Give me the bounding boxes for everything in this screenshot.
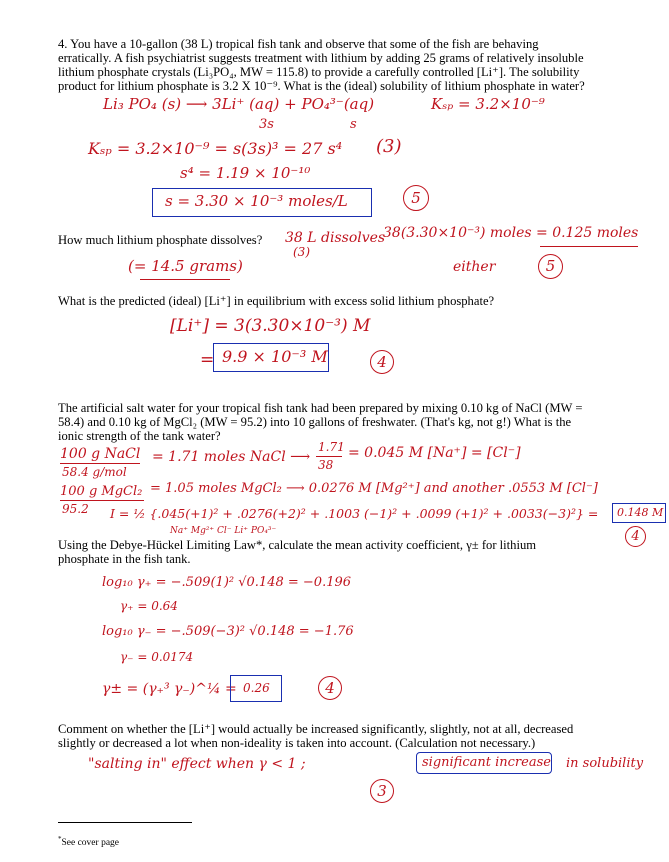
log-gamma-plus: log₁₀ γ₊ = −.509(1)² √0.148 = −0.196 [102,575,352,590]
dissolves-volume: 38 L dissolves [285,230,386,246]
question-4-line-1: 4. You have a 10-gallon (38 L) tropical fish tank and observe that some of the fish are behaving [58,37,539,51]
mgcl2-molar-mass: 95.2 [62,502,89,516]
mean-activity-answer: 0.26 [243,681,270,695]
stoichiometry-s: s [350,117,357,132]
gamma-minus-value: γ₋ = 0.0174 [120,650,194,664]
footnote [58,834,119,848]
mean-activity-expression: γ± = (γ₊³ γ₋)^¼ = [102,681,237,697]
gamma-plus-value: γ₊ = 0.64 [120,599,178,613]
nacl-moles: = 1.71 moles NaCl ⟶ [152,449,311,465]
question-debye-huckel-line-1: Using the Debye-Hückel Limiting Law*, calculate the mean activity coefficient, γ± for lithium [58,538,537,552]
ksp-given: Kₛₚ = 3.2×10⁻⁹ [431,95,545,113]
question-4-line-2: erratically. A fish psychiatrist suggests treatment with lithium by adding 25 grams of relatively insoluble [58,51,584,65]
ionic-strength-answer: 0.148 M [617,506,664,519]
nacl-divide-bar [316,456,342,457]
question-debye-huckel-line-2: phosphate in the fish tank. [58,552,191,566]
nacl-fraction-bar [60,463,140,464]
li-equals: = [200,350,215,370]
ksp-expression: Kₛₚ = 3.2×10⁻⁹ = s(3s)³ = 27 s⁴ [88,139,343,158]
points-3-small: (3) [293,245,310,259]
question-4-line-3: lithium phosphate crystals (Li₃PO₄, MW = 115.8) to provide a carefully controlled [Li⁺]. The solubility [58,65,580,79]
grams-answer: (= 14.5 grams) [128,257,243,275]
either-note: either [453,259,496,275]
mgcl2-fraction-bar [60,500,144,501]
question-comment-line-1: Comment on whether the [Li⁺] would actually be increased significantly, slightly, not at all, decreased [58,722,574,736]
question-salt-line-1: The artificial salt water for your tropical fish tank had been prepared by mixing 0.10 kg of NaCl (MW = [58,401,583,415]
dissolves-moles: 38(3.30×10⁻³) moles = 0.125 moles [383,225,639,241]
moles-underline [540,246,638,247]
points-4-circle-f: 4 [625,526,646,547]
question-salt-line-3: ionic strength of the tank water? [58,429,221,443]
question-predicted-li: What is the predicted (ideal) [Li⁺] in equilibrium with excess solid lithium phosphate? [58,294,495,308]
points-3-a: (3) [376,136,402,157]
solubility-answer: s = 3.30 × 10⁻³ moles/L [165,192,348,210]
ionic-strength-expression: I = ½ {.045(+1)² + .0276(+2)² + .1003 (−1)² + .0099 (+1)² + .0033(−3)²} = [110,506,599,521]
s4-value: s⁴ = 1.19 × 10⁻¹⁰ [180,164,311,182]
footnote-mark: * [58,835,62,843]
log-gamma-minus: log₁₀ γ₋ = −.509(−3)² √0.148 = −1.76 [102,624,354,639]
footnote-rule [58,822,192,823]
question-how-much-dissolves: How much lithium phosphate dissolves? [58,233,263,247]
grams-underline [140,279,230,280]
question-comment-line-2: slightly or decreased a lot when non-ideality is taken into account. (Calculation not necessary.) [58,736,536,750]
ionic-strength-ion-labels: Na⁺ Mg²⁺ Cl⁻ Li⁺ PO₄³⁻ [170,526,277,536]
stoichiometry-3s: 3s [259,117,274,132]
points-3-circle-h: 3 [370,779,394,803]
nacl-molar-mass: 58.4 g/mol [62,465,127,479]
points-5-circle-b: 5 [403,185,429,211]
salting-in-comment: "salting in" effect when γ < 1 ; [88,756,306,772]
mgcl2-mass: 100 g MgCl₂ [60,484,143,499]
points-4-circle-e: 4 [370,350,394,374]
nacl-mass: 100 g NaCl [60,446,141,462]
points-5-circle-d: 5 [538,254,563,279]
li-answer: 9.9 × 10⁻³ M [222,347,328,366]
nacl-molarity: = 0.045 M [Na⁺] = [Cl⁻] [348,445,521,461]
in-solubility: in solubility [566,756,644,771]
dissolution-reaction: Li₃ PO₄ (s) ⟶ 3Li⁺ (aq) + PO₄³⁻(aq) [103,95,375,113]
points-4-circle-g: 4 [318,676,342,700]
footnote-text: See cover page [61,838,119,848]
question-4-line-4: product for lithium phosphate is 3.2 X 10⁻⁹. What is the (ideal) solubility of lithium phosphate in water? [58,79,585,93]
mgcl2-moles: = 1.05 moles MgCl₂ ⟶ 0.0276 M [Mg²⁺] and another .0553 M [Cl⁻] [150,481,598,496]
nacl-fraction-denominator: 38 [318,458,334,472]
significant-increase: significant increase [422,755,551,770]
li-concentration-expression: [Li⁺] = 3(3.30×10⁻³) M [170,316,371,336]
nacl-fraction-numerator: 1.71 [318,440,345,454]
question-salt-line-2: 58.4) and 0.10 kg of MgCl₂ (MW = 95.2) into 10 gallons of freshwater. (That's kg, not g!) What is the [58,415,572,429]
